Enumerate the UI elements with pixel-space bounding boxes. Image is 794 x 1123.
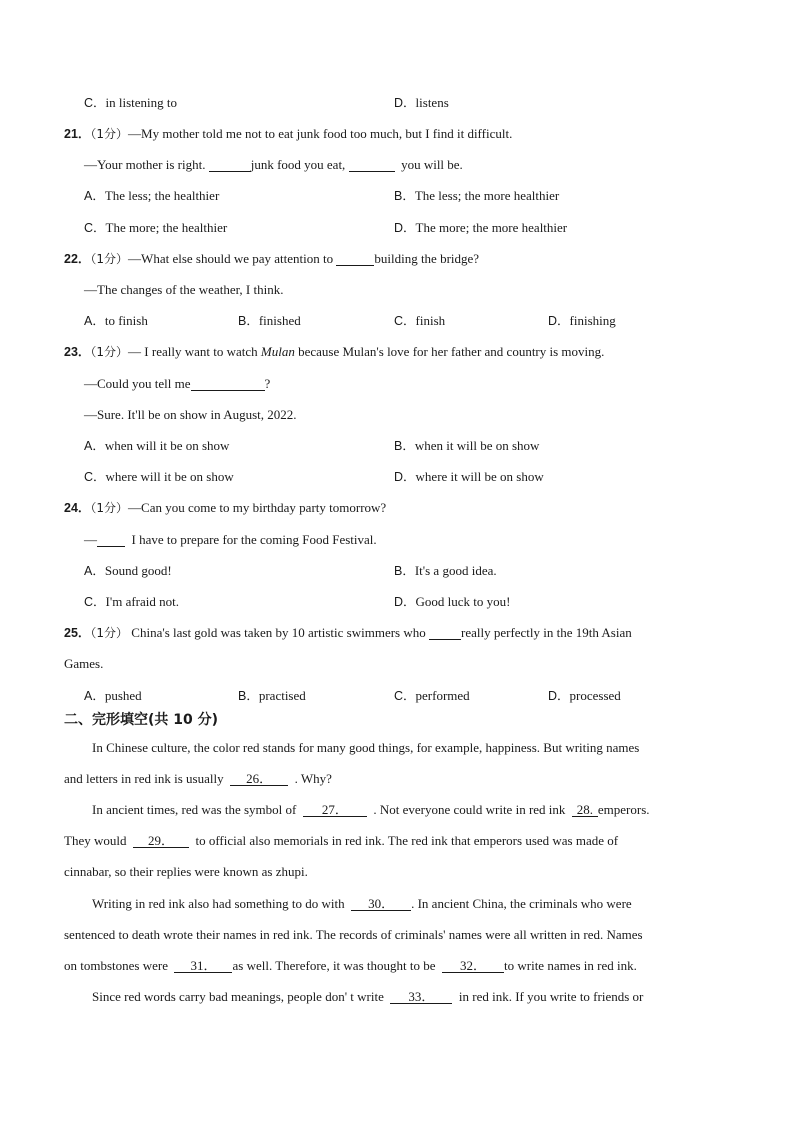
q24-option-a[interactable]	[84, 563, 172, 579]
q21-option-a[interactable]	[84, 188, 219, 204]
question-points: （1分）	[90, 626, 129, 640]
blank-28[interactable]: 28.	[572, 803, 598, 817]
passage-line: cinnabar, so their replies were known as zhupi.	[64, 864, 308, 879]
blank-27[interactable]: 27．	[303, 803, 367, 817]
question-text: because Mulan's love for her father and country is moving.	[298, 344, 605, 359]
passage-text: to official also memorials in red ink. The red ink that emperors used was made of	[195, 833, 619, 848]
blank-30[interactable]: 30．	[351, 897, 411, 911]
question-points: （1分）	[90, 127, 129, 141]
option-letter: C．	[394, 689, 416, 703]
option-text: The less; the healthier	[104, 188, 220, 203]
option-letter: C．	[84, 470, 106, 484]
q25-option-a[interactable]	[84, 688, 142, 704]
option-letter: D．	[548, 689, 570, 703]
q24-stem	[64, 500, 386, 516]
option-letter: D．	[394, 470, 416, 484]
question-text: —My mother told me not to eat junk food too much, but I find it difficult.	[128, 126, 513, 141]
answer-blank[interactable]	[191, 377, 265, 391]
option-letter: D．	[394, 221, 416, 235]
dialogue-text: —	[84, 532, 97, 547]
option-text: processed	[569, 688, 621, 703]
passage-text: Since red words carry bad meanings, people don' t write	[92, 989, 384, 1004]
option-letter: B．	[238, 314, 259, 328]
blank-29[interactable]: 29．	[133, 834, 189, 848]
q23-option-a[interactable]	[84, 438, 229, 454]
option-text: It's a good idea.	[414, 563, 497, 578]
question-text: —Can you come to my birthday party tomorrow?	[128, 500, 387, 515]
question-number: 23．	[64, 345, 91, 359]
q22-option-c[interactable]	[394, 313, 445, 329]
q21-option-c[interactable]	[84, 220, 227, 236]
q23-stem	[64, 344, 604, 360]
q25-option-b[interactable]	[238, 688, 306, 704]
option-text: practised	[258, 688, 306, 703]
option-letter: C．	[84, 221, 106, 235]
option-text: The more; the healthier	[105, 220, 228, 235]
option-letter: A．	[84, 439, 105, 453]
blank-32[interactable]: 32．	[442, 959, 504, 973]
question-points: （1分）	[90, 345, 129, 359]
passage-text: Writing in red ink also had something to do with	[92, 896, 345, 911]
q25-option-d[interactable]	[548, 688, 621, 704]
option-letter: B．	[394, 439, 415, 453]
section-heading: 二、完形填空(共 10 分)	[64, 712, 219, 728]
option-letter: A．	[84, 689, 105, 703]
q20-option-d[interactable]	[394, 95, 449, 111]
blank-33[interactable]: 33．	[390, 990, 452, 1004]
option-text: listens	[415, 95, 449, 110]
q21-line2	[84, 157, 463, 173]
passage-text: in red ink. If you write to friends or	[458, 989, 644, 1004]
dialogue-text: I have to prepare for the coming Food Festival.	[131, 532, 377, 547]
option-letter: B．	[238, 689, 259, 703]
q23-option-c[interactable]	[84, 469, 234, 485]
option-letter: A．	[84, 564, 105, 578]
passage-text: to write names in red ink.	[504, 958, 637, 973]
passage-text: In ancient times, red was the symbol of	[92, 802, 297, 817]
option-letter: D．	[548, 314, 570, 328]
option-text: pushed	[104, 688, 142, 703]
question-points: （1分）	[90, 501, 129, 515]
answer-blank[interactable]	[349, 158, 395, 172]
option-text: when will it be on show	[104, 438, 230, 453]
answer-blank[interactable]	[429, 626, 461, 640]
q23-line3: —Sure. It'll be on show in August, 2022.	[84, 407, 297, 422]
option-letter: B．	[394, 189, 415, 203]
q22-option-d[interactable]	[548, 313, 616, 329]
question-points: （1分）	[90, 252, 129, 266]
option-text: I'm afraid not.	[105, 594, 179, 609]
q23-option-d[interactable]	[394, 469, 544, 485]
answer-blank[interactable]	[209, 158, 251, 172]
movie-title: Mulan	[260, 344, 295, 359]
passage-text: They would	[64, 833, 127, 848]
option-text: in listening to	[105, 95, 178, 110]
q21-stem	[64, 126, 512, 142]
passage-text: . Why?	[294, 771, 332, 786]
question-number: 22．	[64, 252, 91, 266]
blank-26[interactable]: 26．	[230, 772, 288, 786]
passage-text: . Not everyone could write in red ink	[373, 802, 566, 817]
passage-line	[64, 958, 637, 974]
option-text: The less; the more healthier	[414, 188, 560, 203]
question-text: — I really want to watch	[128, 344, 258, 359]
option-letter: A．	[84, 314, 105, 328]
q22-option-a[interactable]	[84, 313, 148, 329]
dialogue-text: —Could you tell me	[84, 376, 191, 391]
q20-option-c[interactable]	[84, 95, 177, 111]
dialogue-text: junk food you eat,	[250, 157, 346, 172]
passage-text: as well. Therefore, it was thought to be	[232, 958, 436, 973]
q23-option-b[interactable]	[394, 438, 539, 454]
passage-line: In Chinese culture, the color red stands for many good things, for example, happiness. But writing names	[92, 740, 640, 755]
q24-option-b[interactable]	[394, 563, 497, 579]
question-text: —What else should we pay attention to	[128, 251, 334, 266]
passage-text: . In ancient China, the criminals who were	[411, 896, 632, 911]
option-letter: A．	[84, 189, 105, 203]
q25-line2: Games.	[64, 656, 104, 671]
option-letter: C．	[84, 96, 106, 110]
option-text: to finish	[104, 313, 148, 328]
passage-line	[92, 802, 650, 818]
option-text: Good luck to you!	[415, 594, 511, 609]
option-text: finishing	[569, 313, 616, 328]
q23-line2	[84, 376, 270, 392]
passage-line: sentenced to death wrote their names in red ink. The records of criminals' names were all written in red. Names	[64, 927, 643, 942]
dialogue-text: you will be.	[401, 157, 463, 172]
q21-option-d[interactable]	[394, 220, 567, 236]
option-letter: D．	[394, 96, 416, 110]
passage-text: emperors.	[597, 802, 650, 817]
q22-line2: —The changes of the weather, I think.	[84, 282, 284, 297]
q24-line2	[84, 532, 377, 548]
blank-31[interactable]: 31．	[174, 959, 232, 973]
q22-stem	[64, 251, 479, 267]
option-text: finished	[258, 313, 301, 328]
q22-option-b[interactable]	[238, 313, 301, 329]
q24-option-c[interactable]	[84, 594, 179, 610]
dialogue-text: ?	[264, 376, 271, 391]
option-text: Sound good!	[104, 563, 172, 578]
answer-blank[interactable]	[336, 252, 374, 266]
question-number: 21．	[64, 127, 91, 141]
passage-line	[64, 833, 618, 849]
question-number: 24．	[64, 501, 91, 515]
dialogue-text: —Your mother is right.	[84, 157, 206, 172]
passage-line	[92, 989, 643, 1005]
passage-text: and letters in red ink is usually	[64, 771, 224, 786]
question-text: really perfectly in the 19th Asian	[461, 625, 632, 640]
option-text: where it will be on show	[415, 469, 544, 484]
passage-text: on tombstones were	[64, 958, 168, 973]
passage-line	[64, 771, 332, 787]
answer-blank[interactable]	[97, 533, 125, 547]
option-letter: B．	[394, 564, 415, 578]
option-text: The more; the more healthier	[415, 220, 568, 235]
option-letter: C．	[84, 595, 106, 609]
question-number: 25．	[64, 626, 91, 640]
q25-stem	[64, 625, 632, 641]
q21-option-b[interactable]	[394, 188, 559, 204]
q25-option-c[interactable]	[394, 688, 470, 704]
question-text: building the bridge?	[374, 251, 480, 266]
option-text: performed	[415, 688, 470, 703]
q24-option-d[interactable]	[394, 594, 511, 610]
passage-line	[92, 896, 632, 912]
question-text: China's last gold was taken by 10 artistic swimmers who	[131, 625, 426, 640]
option-letter: D．	[394, 595, 416, 609]
option-text: finish	[415, 313, 446, 328]
option-text: where will it be on show	[105, 469, 234, 484]
option-text: when it will be on show	[414, 438, 540, 453]
option-letter: C．	[394, 314, 416, 328]
